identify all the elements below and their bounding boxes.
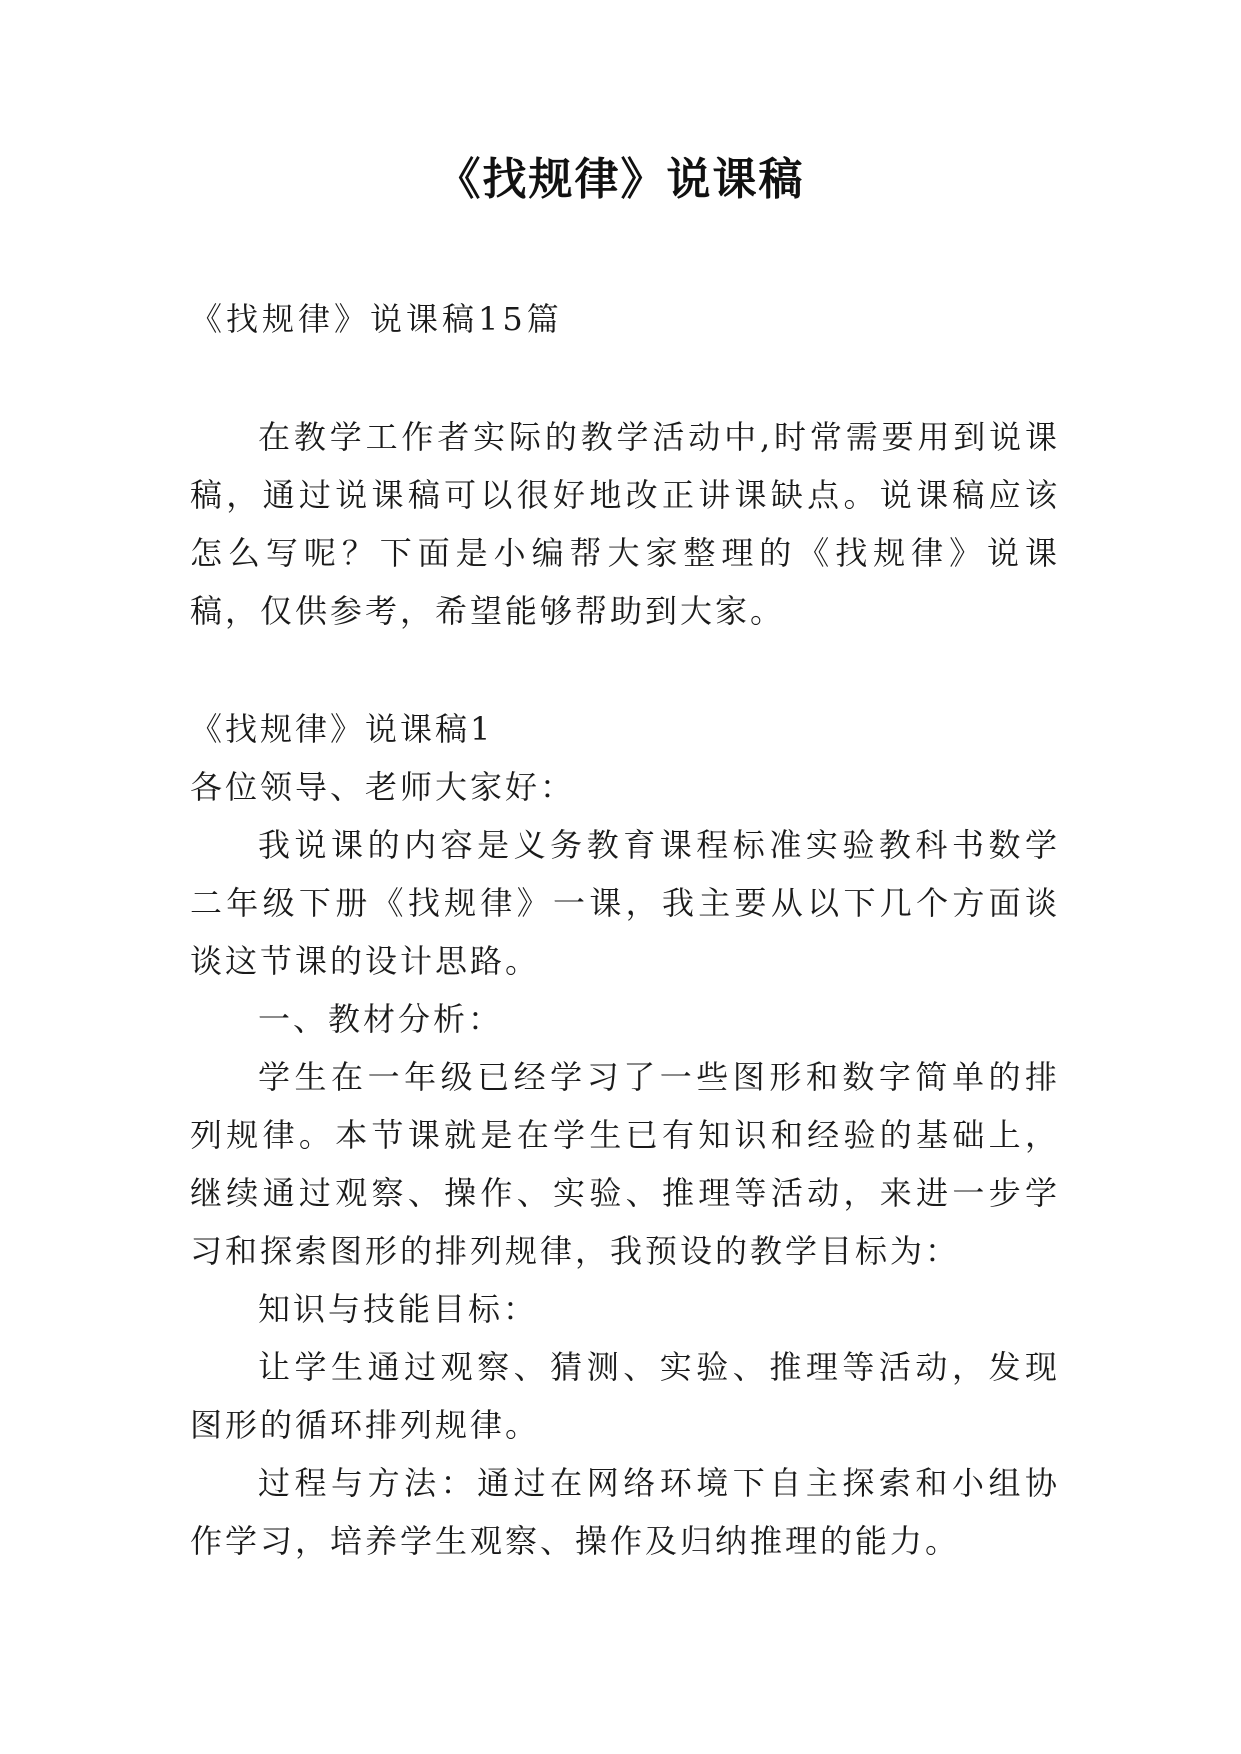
intro-paragraph: 在教学工作者实际的教学活动中,时常需要用到说课稿，通过说课稿可以很好地改正讲课缺点。说课稿应该怎么写呢？下面是小编帮大家整理的《找规律》说课稿，仅供参考，希望能够帮助到大家。 — [190, 418, 1060, 630]
body-paragraph: 让学生通过观察、猜测、实验、推理等活动，发现图形的循环排列规律。 — [190, 1348, 1060, 1444]
body-paragraph: 过程与方法：通过在网络环境下自主探索和小组协作学习，培养学生观察、操作及归纳推理的能力。 — [190, 1464, 1060, 1560]
page-title: 《找规律》说课稿 — [436, 154, 805, 205]
section-heading: 《找规律》说课稿1 — [190, 710, 494, 748]
lesson-section-1 — [190, 700, 1060, 1570]
heading-material-analysis: 一、教材分析： — [258, 1000, 504, 1038]
heading-knowledge-goals: 知识与技能目标： — [258, 1290, 539, 1328]
subtitle-text: 《找规律》说课稿15篇 — [190, 300, 563, 338]
body-paragraph: 我说课的内容是义务教育课程标准实验教科书数学二年级下册《找规律》一课，我主要从以下几个方面谈谈这节课的设计思路。 — [190, 826, 1060, 980]
intro-section — [190, 408, 1060, 640]
document-subtitle — [190, 290, 1060, 348]
body-paragraph: 学生在一年级已经学习了一些图形和数字简单的排列规律。本节课就是在学生已有知识和经验的基础上，继续通过观察、操作、实验、推理等活动，来进一步学习和探索图形的排列规律，我预设的教学目标为： — [190, 1058, 1060, 1270]
greeting-line: 各位领导、老师大家好： — [190, 768, 576, 806]
